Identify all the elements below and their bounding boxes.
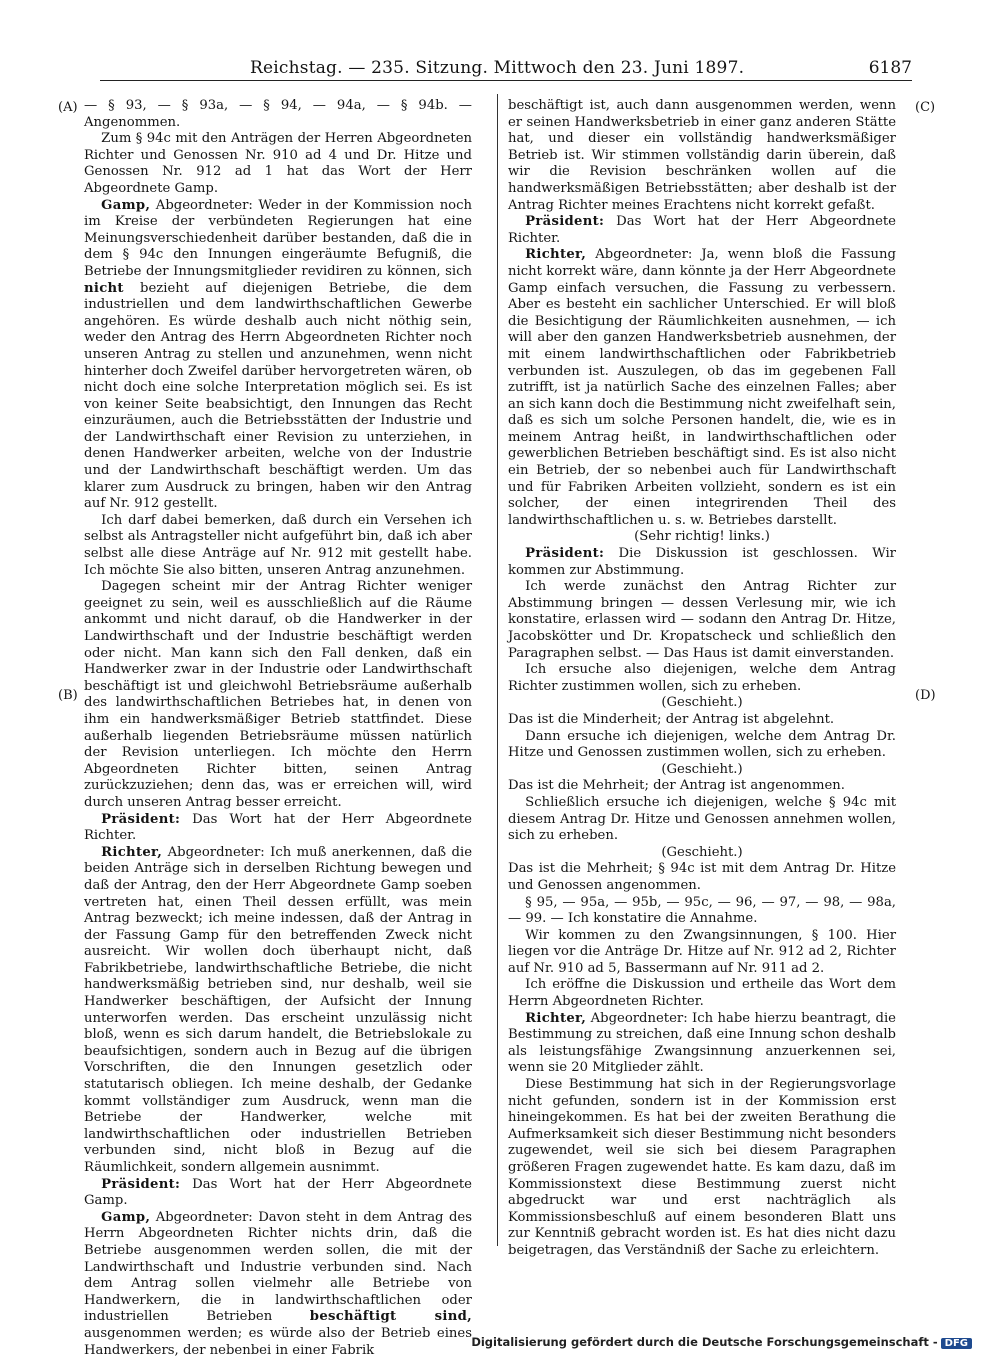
paragraph (84, 845, 472, 1177)
speech-text: Die Diskussion ist geschlossen. Wir kommen zur Abstimmung. (508, 546, 896, 578)
paragraph: Wir kommen zu den Zwangsinnungen, § 100. Hier liegen vor die Anträge Dr. Hitze auf Nr. 912 ad 2, Richter auf Nr. 910 ad 5, Bassermann auf Nr. 911 ad 2. (508, 927, 896, 976)
speaker-name: Präsident: (101, 1176, 181, 1192)
speech-text: Abgeordneter: Ja, wenn bloß die Fassung nicht korrekt wäre, dann könnte ja der Herr Abgeordnete Gamp einfach versuchen, die Fassung zu verbessern. Aber es besteht ein sachlicher Unterschied. Er will bloß die Besichtigung der Räumlichkeiten ausnehmen, — ich will aber den ganzen Handwerksbetrieb ausnehmen, der mit einem landwirthschaftlichen oder Fabrikbetrieb verbunden ist. Auszulegen, ob das im gegebenen Fall zutrifft, ist ja natürlich Sache des einzelnen Falles; aber an sich kann doch die Bestimmung nicht zweifelhaft sein, daß es sich um solche Personen handelt, die, wie es in meinem Antrag heißt, in landwirthschaftlichen oder gewerblichen Betrieben beschäftigt sind. Es ist also nicht ein Betrieb, der so nebenbei auch für Landwirthschaft und für Fabriken Arbeiten vollzieht, sondern es ist ein solcher, der einen integrirenden Theil des landwirthschaftlichen u. s. w. Betriebes darstellt. (508, 247, 896, 528)
paragraph (84, 1210, 472, 1359)
paragraph: Ich ersuche also diejenigen, welche dem Antrag Richter zustimmen wollen, sich zu erheben. (508, 662, 896, 694)
speaker-name: Präsident: (525, 546, 605, 562)
margin-marker-d: (D) (915, 688, 936, 703)
emphasis: beschäftigt sind, (309, 1309, 472, 1325)
speech-text: Das Wort hat der Herr Abgeordnete Richter. (84, 811, 472, 844)
stage-direction: (Geschieht.) (661, 761, 743, 777)
paragraph (84, 812, 472, 845)
paragraph: Schließlich ersuche ich diejenigen, welche § 94c mit diesem Antrag Dr. Hitze und Genossen annehmen wollen, sich zu erheben. (508, 794, 896, 844)
page-number: 6187 (868, 58, 912, 78)
dfg-logo: DFG (941, 1338, 972, 1349)
paragraph (508, 1011, 896, 1077)
paragraph: Dann ersuche ich diejenigen, welche dem Antrag Dr. Hitze und Genossen zustimmen wollen, sich zu erheben. (508, 728, 896, 761)
speech-text: Abgeordneter: Ich habe hierzu beantragt, die Bestimmung zu streichen, daß eine Innung schon deshalb als leistungsfähige Zwangsinnung anzuerkennen sei, wenn sie 20 Mitglieder zählt. (508, 1010, 896, 1076)
stage-direction: (Geschieht.) (661, 844, 743, 860)
paragraph: Das ist die Mehrheit; der Antrag ist angenommen. (508, 778, 845, 794)
paragraph: Diese Bestimmung hat sich in der Regierungsvorlage nicht gefunden, sondern ist in der Kommission erst hineingekommen. Es hat bei der zweiten Berathung die Aufmerksamkeit sich dieser Bestimmung nicht besonders zugewendet, weil sie sich bei diesem Paragraphen größeren Fragen zugewendet hatte. Es kam dazu, daß im Kommissionstext diese Bestimmung zuerst nicht abgedruckt war und erst nachträglich als Kommissionsbeschluß auf einem besonderen Blatt uns zur Kenntniß gebracht worden ist. Es hat dies nicht dazu beigetragen, das Verständniß der Sache zu erleichtern. (508, 1077, 896, 1258)
footer-text: Digitalisierung gefördert durch die Deutsche Forschungsgemeinschaft - (471, 1335, 938, 1349)
speech-text: bezieht auf diejenigen Betriebe, die dem industriellen und dem landwirthschaftlichen Gewerbe angehören. Es würde deshalb auch nicht nöthig sein, weder den Antrag des Herrn Abgeordneten Richter noch unseren Antrag zu stellen und anzunehmen, wenn nicht hinterher doch Zweifel darüber hervorgetreten wären, ob nicht doch eine solche Interpretation möglich sei. Es ist von keiner Seite beabsichtigt, den Innungen das Recht einzuräumen, auch die Betriebsstätten der Industrie und der Landwirthschaft einer Revision zu unterziehen, in denen Handwerker arbeiten, welche von der Industrie und der Landwirthschaft beschäftigt werden. Um das klarer zum Ausdruck zu bringen, haben wir den Antrag auf Nr. 912 gestellt. (84, 280, 472, 512)
paragraph (508, 247, 896, 529)
paragraph: Das ist die Mehrheit; § 94c ist mit dem Antrag Dr. Hitze und Genossen angenommen. (508, 861, 896, 893)
margin-marker-b: (B) (58, 688, 78, 703)
paragraph: Dagegen scheint mir der Antrag Richter weniger geeignet zu sein, weil es ausschließlich auf die Räume ankommt und nicht darauf, ob die Handwerker in der Landwirthschaft und der Industrie beschäftigt werden oder nicht. Man kann sich den Fall denken, daß ein Handwerker zwar in der Industrie oder Landwirthschaft beschäftigt ist und gleichwohl Betriebsräume außerhalb des landwirthschaftlichen Betriebes hat, in denen von ihm ein handwerksmäßiger Betrieb stattfindet. Diese außerhalb liegenden Betriebsräume müssen natürlich der Revision unterliegen. Ich möchte den Herrn Abgeordneten Richter bitten, seinen Antrag zurückzuziehen; denn das, was er erreichen will, wird durch unseren Antrag besser erreicht. (84, 579, 472, 810)
speaker-name: Richter, (525, 1010, 587, 1026)
margin-marker-c: (C) (915, 100, 936, 115)
left-column (84, 98, 472, 1359)
speech-text: ausgenommen werden; es würde also der Betrieb eines Handwerkers, der nebenbei in einer Fabrik (84, 1325, 472, 1358)
paragraph: Das ist die Minderheit; der Antrag ist abgelehnt. (508, 711, 835, 727)
paragraph (508, 546, 896, 579)
paragraph: Zum § 94c mit den Anträgen der Herren Abgeordneten Richter und Genossen Nr. 910 ad 4 und Dr. Hitze und Genossen Nr. 912 ad 1 hat das Wort der Herr Abgeordnete Gamp. (84, 131, 472, 196)
paragraph: beschäftigt ist, auch dann ausgenommen werden, wenn er seinen Handwerksbetrieb in einer ganz anderen Stätte hat, und dieser ein vollständig handwerksmäßiger Betrieb ist. Wir stimmen vollständig darin überein, daß wir die Revision beschränken wollen auf die handwerksmäßigen Betriebsstätten; aber deshalb ist der Antrag Richter meines Erachtens nicht korrekt gefaßt. (508, 98, 896, 213)
speaker-name: Gamp, (101, 197, 151, 213)
digitization-footer (471, 1335, 972, 1349)
speaker-name: Präsident: (101, 811, 181, 827)
speech-text: Das Wort hat der Herr Abgeordnete Richter. (508, 214, 896, 246)
speaker-name: Richter, (101, 844, 163, 860)
speaker-name: Präsident: (525, 214, 605, 230)
interjection: (Sehr richtig! links.) (634, 529, 770, 545)
speech-text: Das Wort hat der Herr Abgeordnete Gamp. (84, 1176, 472, 1209)
header-title: Reichstag. — 235. Sitzung. Mittwoch den 23. Juni 1897. (250, 58, 745, 78)
speech-text: Abgeordneter: Davon steht in dem Antrag des Herrn Abgeordneten Richter nichts drin, daß die Betriebe ausgenommen werden sollen, die mit der Landwirthschaft und Industrie verbunden sind. Nach dem Antrag sollen vielmehr alle Betriebe von Handwerkern, die in landwirthschaftlichen oder industriellen Betrieben (84, 1209, 472, 1325)
speaker-name: Richter, (525, 247, 587, 263)
column-divider (497, 94, 498, 1246)
paragraph: § 95, — 95a, — 95b, — 95c, — 96, — 97, — 98, — 98a, — 99. — Ich konstatire die Annahme. (508, 894, 896, 927)
paragraph: — § 93, — § 93a, — § 94, — 94a, — § 94b. — Angenommen. (84, 98, 472, 130)
paragraph: Ich werde zunächst den Antrag Richter zur Abstimmung bringen — dessen Verlesung mir, wie ich konstatire, erlassen wird — sodann den Antrag Dr. Hitze, Jacobskötter und Dr. Kropatscheck und schließlich den Paragraphen selbst. — Das Haus ist damit einverstanden. (508, 579, 896, 661)
emphasis: nicht (84, 280, 124, 296)
speech-text: Abgeordneter: Weder in der Kommission noch im Kreise der verbündeten Regierungen hat eine Meinungsverschiedenheit darüber bestanden, daß die in dem § 94c den Innungen eingeräumte Befugniß, die Betriebe der Innungsmitglieder revidiren zu können, sich (84, 197, 472, 279)
paragraph (84, 198, 472, 513)
right-column (508, 98, 896, 1260)
paragraph: Ich eröffne die Diskussion und ertheile das Wort dem Herrn Abgeordneten Richter. (508, 977, 896, 1010)
paragraph (508, 214, 896, 247)
paragraph (84, 1177, 472, 1210)
speaker-name: Gamp, (101, 1209, 151, 1225)
margin-marker-a: (A) (58, 100, 78, 115)
paragraph: Ich darf dabei bemerken, daß durch ein Versehen ich selbst als Antragsteller nicht aufgeführt bin, daß ich aber selbst alle diese Anträge auf Nr. 912 mit gestellt habe. Ich möchte Sie also bitten, unseren Antrag anzunehmen. (84, 512, 472, 578)
stage-direction: (Geschieht.) (661, 695, 743, 711)
running-header (100, 60, 912, 81)
speech-text: Abgeordneter: Ich muß anerkennen, daß die beiden Anträge sich in derselben Richtung bewegen und daß der Antrag, den der Herr Abgeordnete Gamp soeben vertreten hat, einen Theil dessen erfüllt, was mein Antrag bezweckt; ich meine indessen, daß der Antrag in der Fassung Gamp für den betreffenden Zweck nicht ausreicht. Wir wollen doch überhaupt nicht, daß Fabrikbetriebe, landwirthschaftliche Betriebe, die nicht handwerksmäßig betrieben sind, nur deshalb, weil sie Handwerker beschäftigen, der Aufsicht der Innung unterworfen werden. Das erscheint unzulässig nicht bloß, wenn es sich darum handelt, die Betriebslokale zu beaufsichtigen, sondern auch in Bezug auf die übrigen Vorschriften, die den Innungen gesetzlich oder statutarisch obliegen. Ich meine deshalb, der Gedanke kommt vollständiger zum Ausdruck, wenn man die Betriebe der Handwerker, welche mit landwirthschaftlichen oder industriellen Betrieben verbunden sind, nicht bloß in Bezug auf die Räumlichkeit, sondern allgemein ausnimmt. (84, 844, 472, 1175)
